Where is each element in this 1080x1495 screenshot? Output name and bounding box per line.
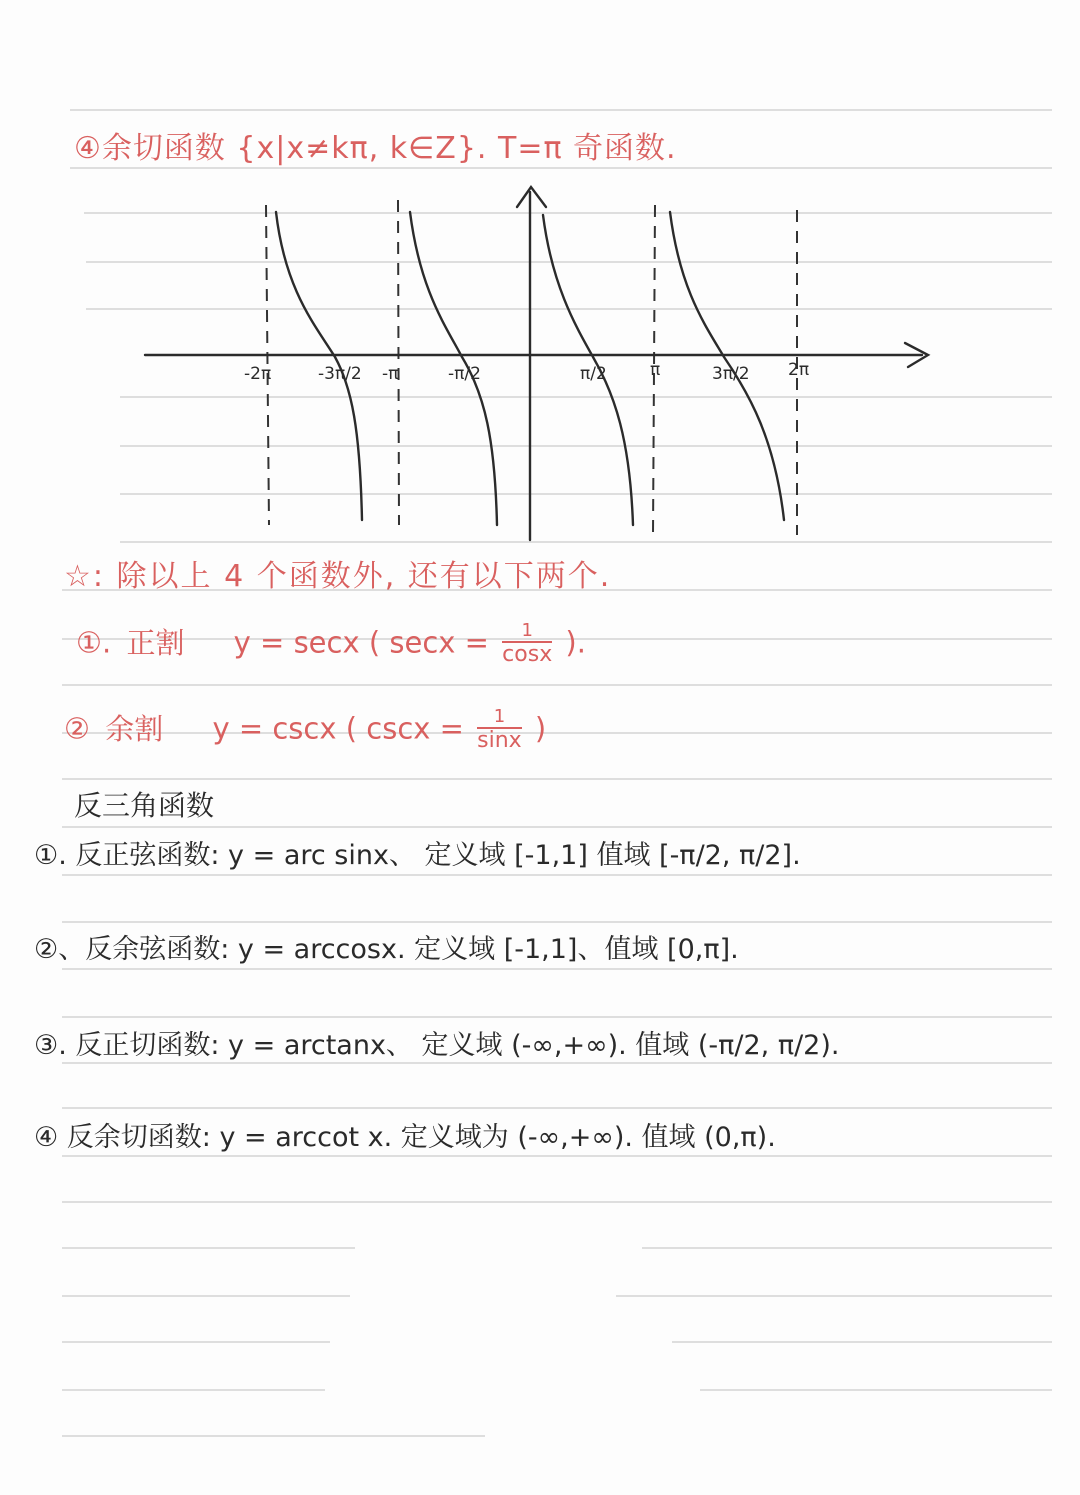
- secant-frac-num: 1: [502, 622, 552, 643]
- cosecant-frac-den: sinx: [477, 727, 522, 753]
- tick-label: π: [650, 360, 661, 380]
- secant-name: 正割: [126, 625, 185, 660]
- extra-functions-note: ☆: 除以上 4 个函数外, 还有以下两个.: [64, 559, 612, 594]
- secant-index: ①.: [76, 625, 112, 660]
- inverse-trig-title: 反三角函数: [74, 789, 215, 822]
- tick-label: π/2: [580, 364, 607, 384]
- secant-frac-den: cosx: [502, 641, 553, 667]
- secant-line: [76, 622, 586, 667]
- cosecant-formula: y = cscx ( cscx =: [212, 711, 474, 746]
- tick-label: -3π/2: [318, 364, 362, 384]
- cosecant-frac-num: 1: [477, 708, 522, 729]
- cosecant-name: 余割: [105, 711, 164, 746]
- arctan-line: ③. 反正切函数: y = arctanx、 定义域 (-∞,+∞). 值域 (-π/2, π/2).: [34, 1030, 840, 1061]
- arccos-line: ②、反余弦函数: y = arccosx. 定义域 [-1,1]、值域 [0,π].: [34, 934, 739, 965]
- cosecant-line: [64, 708, 546, 753]
- arccot-line: ④ 反余切函数: y = arccot x. 定义域为 (-∞,+∞). 值域 (0,π).: [34, 1122, 776, 1153]
- cot-heading: ④余切函数 {x|x≠kπ, k∈Z}. T=π 奇函数.: [74, 131, 677, 166]
- cosecant-tail: ): [525, 711, 547, 746]
- cot-graph: [0, 0, 1080, 560]
- arcsin-line: ①. 反正弦函数: y = arc sinx、 定义域 [-1,1] 值域 [-π/2, π/2].: [34, 840, 801, 871]
- tick-label: -π/2: [448, 364, 481, 384]
- tick-label: -2π: [244, 364, 272, 384]
- tick-label: 2π: [788, 360, 810, 380]
- tick-label: 3π/2: [712, 364, 750, 384]
- secant-fraction: [502, 622, 552, 667]
- secant-formula: y = secx ( secx =: [233, 625, 499, 660]
- secant-tail: ).: [556, 625, 586, 660]
- cosecant-fraction: [477, 708, 522, 753]
- asymptote-neg-pi: [398, 200, 399, 525]
- y-axis-arrow: [517, 187, 546, 207]
- cosecant-index: ②: [64, 711, 90, 746]
- tick-label: -π: [382, 364, 399, 384]
